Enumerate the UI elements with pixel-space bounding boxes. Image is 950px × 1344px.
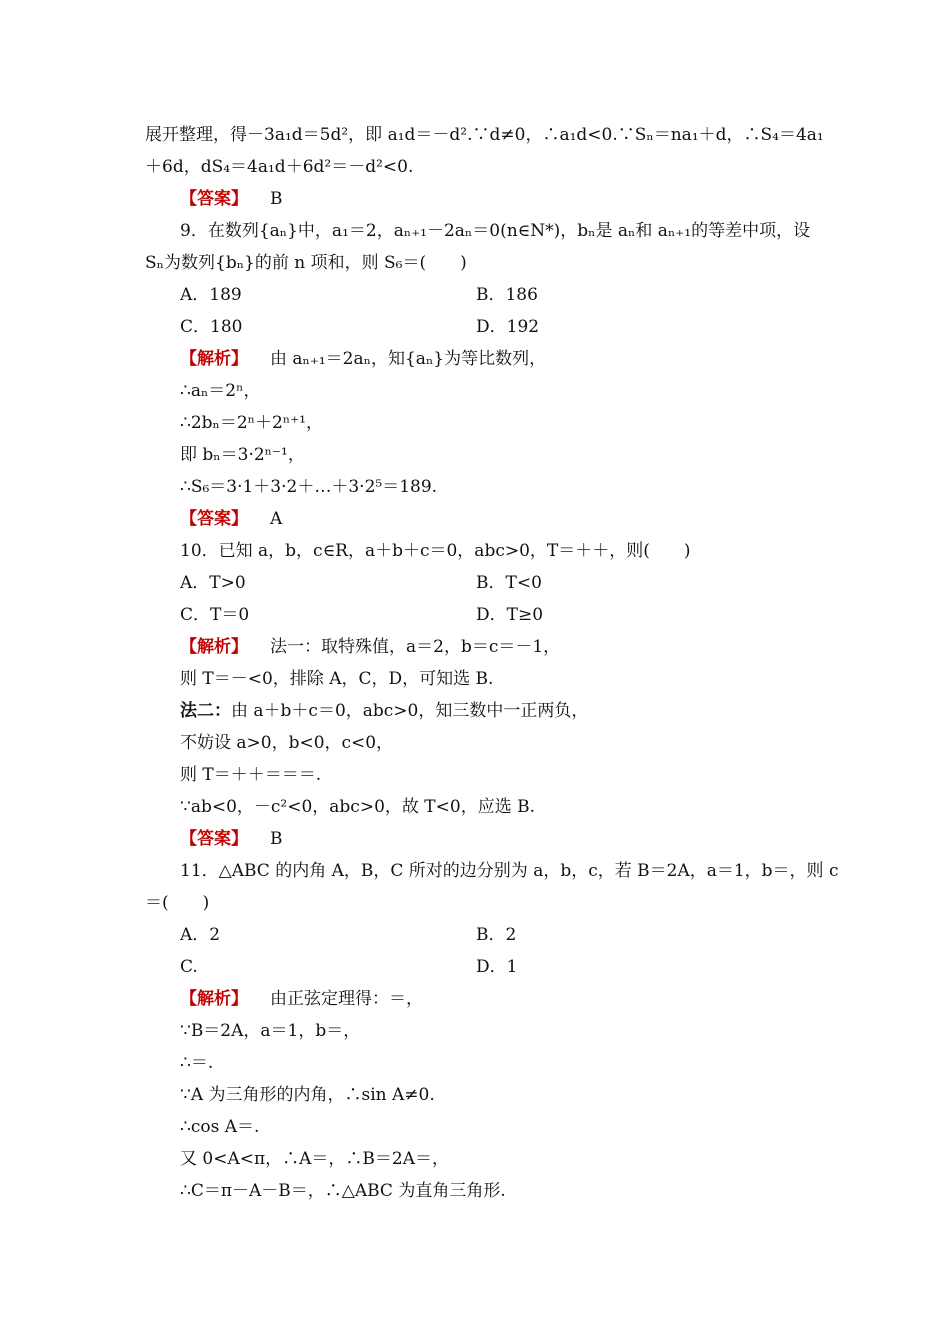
analysis-tag: 【解析】 — [180, 349, 248, 369]
text-line: ∵B＝2A，a＝1，b＝， — [180, 1021, 361, 1041]
text-line: ＝( ) — [145, 893, 210, 913]
answer-row — [180, 188, 283, 210]
option-a: A．189 — [180, 285, 242, 305]
option-b: B．T<0 — [476, 573, 542, 593]
text-line: 不妨设 a>0，b<0，c<0， — [180, 733, 394, 753]
analysis-row — [180, 988, 423, 1010]
method-two-label: 法二： — [180, 701, 231, 721]
option-c: C．T＝0 — [180, 605, 250, 625]
answer-value: B — [270, 189, 283, 209]
answer-value: B — [270, 829, 283, 849]
text-line: ＋6d，dS₄＝4a₁d＋6d²＝－d²<0. — [145, 157, 414, 177]
option-d: D．1 — [476, 957, 518, 977]
text-line: ∴＝. — [180, 1053, 214, 1073]
method-two-row — [180, 700, 588, 722]
question-11: 11．△ABC 的内角 A，B，C 所对的边分别为 a，b，c，若 B＝2A，a＝1，b＝，则 c — [180, 861, 839, 881]
text-line: ∴S₆＝3·1＋3·2＋…＋3·2⁵＝189. — [180, 477, 438, 497]
answer-row — [180, 828, 283, 850]
option-a: A．T>0 — [180, 573, 246, 593]
text-line: 展开整理，得－3a₁d＝5d²，即 a₁d＝－d².∵d≠0，∴a₁d<0.∵Sₙ＝na₁＋d，∴S₄＝4a₁ — [145, 125, 824, 145]
analysis-text: 由正弦定理得：＝， — [270, 989, 423, 1009]
text-line: ∴2bₙ＝2ⁿ＋2ⁿ⁺¹， — [180, 413, 323, 433]
text-line: ∴C＝π－A－B＝，∴△ABC 为直角三角形. — [180, 1181, 506, 1201]
text-line: ∵A 为三角形的内角，∴sin A≠0. — [180, 1085, 435, 1105]
option-c: C. — [180, 957, 198, 977]
analysis-row — [180, 636, 560, 658]
answer-value: A — [270, 509, 283, 529]
analysis-text: 由 aₙ₊₁＝2aₙ，知{aₙ}为等比数列， — [270, 349, 547, 369]
text-line: 则 T＝＋＋＝＝＝. — [180, 765, 322, 785]
question-10: 10．已知 a，b，c∈R，a＋b＋c＝0，abc>0，T＝＋＋，则( ) — [180, 541, 691, 561]
option-b: B．2 — [476, 925, 517, 945]
answer-tag: 【答案】 — [180, 829, 248, 849]
answer-tag: 【答案】 — [180, 509, 248, 529]
option-b: B．186 — [476, 285, 538, 305]
text-line: 即 bₙ＝3·2ⁿ⁻¹， — [180, 445, 305, 465]
answer-tag: 【答案】 — [180, 189, 248, 209]
option-d: D．T≥0 — [476, 605, 544, 625]
analysis-text: 法一：取特殊值，a＝2，b＝c＝－1， — [270, 637, 561, 657]
analysis-tag: 【解析】 — [180, 637, 248, 657]
option-c: C．180 — [180, 317, 243, 337]
text-line: ∵ab<0，－c²<0，abc>0，故 T<0，应选 B. — [180, 797, 535, 817]
question-9: 9．在数列{aₙ}中，a₁＝2，aₙ₊₁－2aₙ＝0(n∈N*)，bₙ是 aₙ和 aₙ₊₁的等差中项，设 — [180, 221, 811, 241]
option-d: D．192 — [476, 317, 540, 337]
text-line: 则 T＝－<0，排除 A，C，D，可知选 B. — [180, 669, 494, 689]
analysis-row — [180, 348, 546, 370]
text-line: Sₙ为数列{bₙ}的前 n 项和，则 S₆＝( ) — [145, 253, 467, 273]
method-two-text: 由 a＋b＋c＝0，abc>0，知三数中一正两负， — [231, 701, 589, 721]
text-line: ∴aₙ＝2ⁿ， — [180, 381, 261, 401]
answer-row — [180, 508, 282, 530]
text-line: ∴cos A＝. — [180, 1117, 260, 1137]
option-a: A．2 — [180, 925, 221, 945]
analysis-tag: 【解析】 — [180, 989, 248, 1009]
text-line: 又 0<A<π，∴A＝，∴B＝2A＝， — [180, 1149, 450, 1169]
